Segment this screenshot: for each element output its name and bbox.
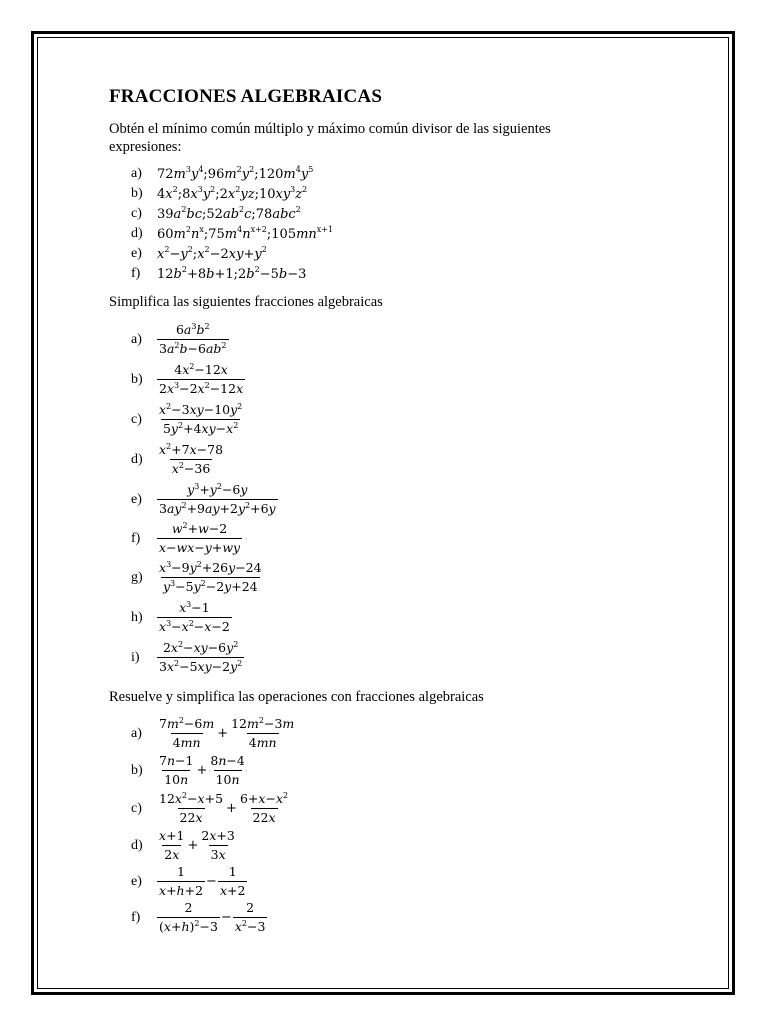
fraction: $\frac{w^2+w-2}{x-wx-y+wy}$ [159,521,241,555]
list-item [131,402,244,437]
list-item [131,442,225,477]
item-label: h) [131,609,143,625]
item-label: f) [131,909,141,925]
list-item [131,244,267,264]
fraction: $\frac{7n-1}{10n}$ [159,753,194,787]
fraction: $\frac{12m^2-3m}{4mn}$ [231,716,295,750]
fraction: $\frac{8n-4}{10n}$ [210,753,245,787]
list-item [131,716,296,751]
expression: $72m^3y^4;96m^2y^2;120m^4y^5$ [157,164,314,182]
item-label: e) [131,873,142,889]
fraction: $\frac{12x^2-x+5}{22x}$ [159,791,224,825]
plus-operator: + [226,801,237,816]
minus-operator: − [206,874,217,889]
page-title: FRACCIONES ALGEBRAICAS [109,86,383,107]
fraction: $\frac{2}{x^2-3}$ [234,900,266,934]
list-item [131,204,301,224]
fraction: $\frac{2x^2-xy-6y^2}{3x^2-5xy-2y^2}$ [159,640,243,674]
item-label: a) [131,331,142,347]
fraction: $\frac{x^3-1}{x^3-x^2-x-2}$ [159,600,230,634]
fraction: $\frac{x+1}{2x}$ [159,828,185,862]
fraction: $\frac{x^2+7x-78}{x^2-36}$ [159,442,224,476]
item-label: a) [131,166,142,181]
list-item [131,482,278,517]
plus-operator: + [217,726,229,741]
list-item [131,322,229,357]
fraction: $\frac{x^2-3xy-10y^2}{5y^2+4xy-x^2}$ [159,402,243,436]
fraction: $\frac{1}{x+h+2}$ [159,864,204,898]
item-label: g) [131,569,143,585]
item-label: e) [131,491,142,507]
expression: $60m^2n^x;75m^4n^{x+2};105mn^{x+1}$ [157,224,334,242]
list-item [131,600,232,635]
fraction: $\frac{y^3+y^2-6y}{3ay^2+9ay+2y^2+6y}$ [159,482,276,516]
fraction: $\frac{2}{(x+h)^2-3}$ [159,900,218,934]
list-item [131,864,247,899]
item-label: a) [131,725,142,741]
list-item [131,264,306,284]
section1-intro: Obtén el mínimo común múltiplo y máximo común divisor de las siguientes expresiones: [109,121,551,155]
list-item [131,640,244,675]
item-label: f) [131,266,141,281]
section2-intro: Simplifica las siguientes fracciones algebraicas [109,294,383,310]
item-label: i) [131,649,140,665]
fraction: $\frac{4x^2-12x}{2x^3-2x^2-12x}$ [159,362,244,396]
list-item [131,164,313,184]
list-item [131,521,242,556]
expression: $4x^2;8x^3y^2;2x^2yz;10xy^3z^2$ [157,184,308,202]
list-item [131,828,237,863]
expression: $x^2-y^2;x^2-2xy+y^2$ [157,244,267,262]
section3-intro: Resuelve y simplifica las operaciones con fracciones algebraicas [109,689,484,705]
item-label: b) [131,186,143,201]
fraction: $\frac{6+x-x^2}{22x}$ [239,791,289,825]
fraction: $\frac{x^3-9y^2+26y-24}{y^3-5y^2-2y+24}$ [159,560,262,594]
expression: $12b^2+8b+1;2b^2-5b-3$ [157,264,307,282]
list-item [131,753,247,788]
list-item [131,560,264,595]
plus-operator: + [196,763,208,778]
item-label: b) [131,371,143,387]
list-item [131,184,307,204]
plus-operator: + [187,838,199,853]
list-item [131,362,245,397]
minus-operator: − [220,910,232,925]
item-label: d) [131,451,143,467]
list-item [131,791,290,826]
item-label: e) [131,246,142,261]
expression: $39a^2bc;52ab^2c;78abc^2$ [157,204,301,222]
fraction: $\frac{2x+3}{3x}$ [201,828,235,862]
item-label: b) [131,762,143,778]
fraction: $\frac{6a^3b^2}{3a^2b-6ab^2}$ [159,322,227,356]
list-item [131,900,267,935]
item-label: c) [131,800,142,816]
fraction: $\frac{1}{x+2}$ [219,864,246,898]
item-label: c) [131,411,142,427]
item-label: d) [131,837,143,853]
item-label: c) [131,206,142,221]
item-label: f) [131,530,141,546]
fraction: $\frac{7m^2-6m}{4mn}$ [159,716,215,750]
item-label: d) [131,226,143,241]
list-item [131,224,333,244]
